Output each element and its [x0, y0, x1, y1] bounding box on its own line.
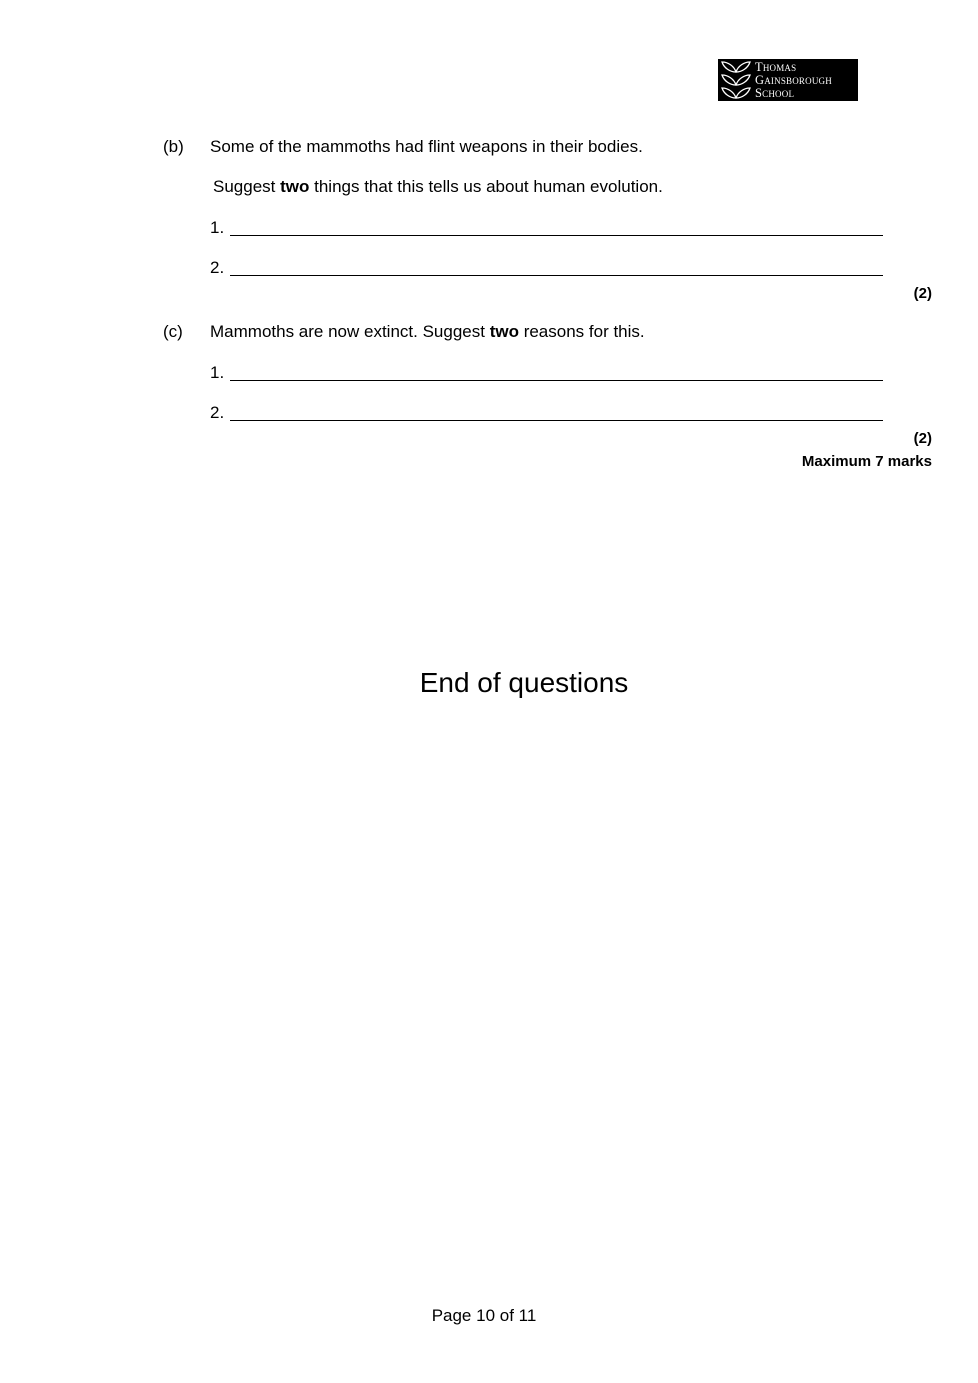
part-b-answer-2-line[interactable]	[230, 275, 883, 276]
part-c-answer-2-line[interactable]	[230, 420, 883, 421]
end-of-questions-heading: End of questions	[419, 667, 629, 698]
part-c-answer-2-label: 2.	[210, 403, 225, 422]
leaf-icon	[720, 60, 752, 100]
part-b-answer-2-label: 2.	[210, 258, 225, 277]
part-b-prompt-bold: two	[280, 177, 310, 196]
part-b-statement: Some of the mammoths had flint weapons in their bodies.	[210, 137, 643, 156]
page-number-footer: Page 10 of 11	[431, 1306, 537, 1325]
part-c-answer-1-label: 1.	[210, 363, 225, 382]
part-c-prompt	[210, 322, 645, 342]
school-name-line-1: Thomas	[755, 60, 797, 74]
part-b-marks: (2)	[913, 285, 932, 302]
school-name	[755, 61, 832, 100]
maximum-marks: Maximum 7 marks	[801, 453, 932, 470]
part-c-prompt-post: reasons for this.	[518, 322, 645, 341]
part-c-prompt-pre: Mammoths are now extinct. Suggest	[210, 322, 490, 341]
school-name-line-3: School	[755, 86, 795, 100]
part-b-answer-1-label: 1.	[210, 218, 225, 237]
part-b-prompt-pre: Suggest	[213, 177, 281, 196]
school-name-line-2: Gainsborough	[755, 73, 832, 87]
school-logo	[718, 59, 858, 101]
part-c-answer-1-line[interactable]	[230, 380, 883, 381]
part-c-label: (c)	[163, 322, 183, 341]
part-c-marks: (2)	[913, 430, 932, 447]
part-c-prompt-bold: two	[489, 322, 519, 341]
part-b-label: (b)	[163, 137, 184, 156]
part-b-prompt-post: things that this tells us about human evolution.	[309, 177, 663, 196]
part-b-prompt	[213, 177, 663, 197]
part-b-answer-1-line[interactable]	[230, 235, 883, 236]
